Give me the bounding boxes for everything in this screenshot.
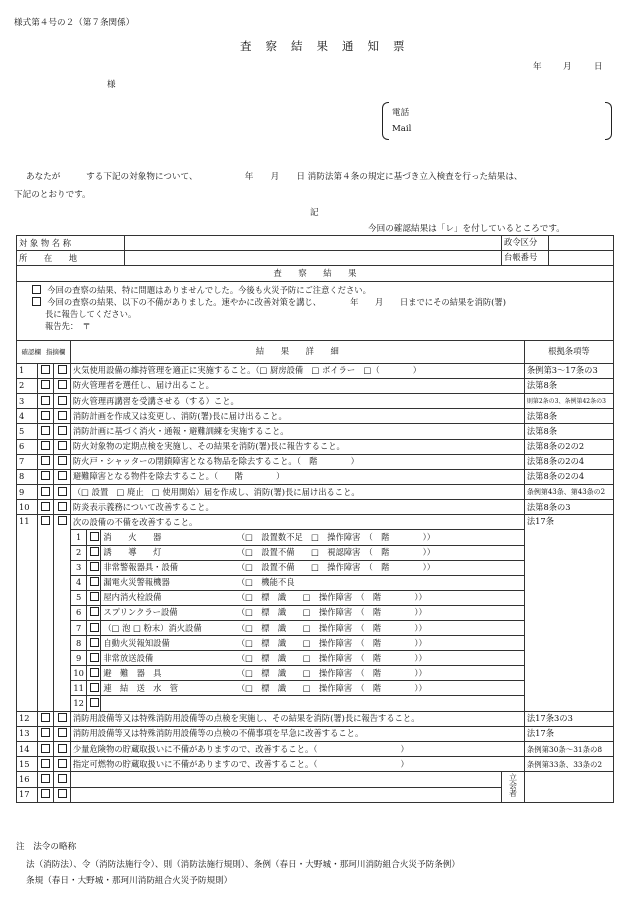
point-checkbox[interactable] bbox=[58, 502, 67, 511]
equipment-detail: （□ 設置不備 □ 視認障害 （ 階 ）） bbox=[235, 545, 524, 560]
equipment-name: 漏電火災警報機器 bbox=[101, 575, 235, 590]
equipment-no: 8 bbox=[71, 636, 87, 651]
confirm-checkbox[interactable] bbox=[41, 774, 50, 783]
item-text: 防火戸・シャッターの閉鎖障害となる物品を除去すること。（ 階 ） bbox=[70, 454, 524, 469]
result-summary bbox=[17, 281, 614, 340]
form-number: 様式第４号の２（第７条関係） bbox=[14, 18, 135, 28]
equipment-no: 2 bbox=[71, 545, 87, 560]
item-basis: 法第8条の2の2 bbox=[524, 439, 613, 454]
equipment-name: 連 結 送 水 管 bbox=[101, 681, 235, 696]
item-no: 14 bbox=[17, 741, 38, 756]
equipment-checkbox[interactable] bbox=[90, 698, 99, 707]
equipment-detail: （□ 設置不備 □ 操作障害 （ 階 ）） bbox=[235, 560, 524, 575]
location-field[interactable] bbox=[124, 251, 501, 266]
confirm-checkbox[interactable] bbox=[41, 744, 50, 753]
equipment-name: スプリンクラー設備 bbox=[101, 605, 235, 620]
item-no: 15 bbox=[17, 757, 38, 772]
equipment-name: （□ 泡 □ 粉末）消火設備 bbox=[101, 621, 235, 636]
witness-label: 立会者 bbox=[508, 773, 518, 797]
equipment-row bbox=[71, 666, 524, 681]
point-checkbox[interactable] bbox=[58, 487, 67, 496]
confirm-checkbox[interactable] bbox=[41, 365, 50, 374]
item-basis: 法第8条 bbox=[524, 424, 613, 439]
point-checkbox[interactable] bbox=[58, 380, 67, 389]
equipment-detail: （□ 標 識 □ 操作障害 （ 階 ）） bbox=[235, 636, 524, 651]
equipment-row bbox=[71, 696, 524, 711]
location-label: 所 在 地 bbox=[17, 251, 125, 266]
confirm-checkbox[interactable] bbox=[41, 380, 50, 389]
equipment-checkbox[interactable] bbox=[90, 653, 99, 662]
item-text: 少量危険物の貯蔵取扱いに不備がありますので、改善すること。（ ） bbox=[70, 741, 524, 756]
item-basis: 法第8条の2の4 bbox=[524, 454, 613, 469]
notes-line1: 法（消防法）、令（消防法施行令）、則（消防法施行規則）、条例（春日・大野城・那珂川消防組合火災予防条例） bbox=[26, 860, 460, 870]
equipment-checkbox[interactable] bbox=[90, 547, 99, 556]
object-name-label: 対 象 物 名 称 bbox=[17, 236, 125, 251]
point-checkbox[interactable] bbox=[58, 759, 67, 768]
equipment-no: 11 bbox=[71, 681, 87, 696]
point-checkbox[interactable] bbox=[58, 396, 67, 405]
equipment-detail: （□ 機能不良 bbox=[235, 575, 524, 590]
equipment-checkbox[interactable] bbox=[90, 607, 99, 616]
equipment-checkbox-cell bbox=[87, 545, 101, 560]
equipment-detail: （□ 標 識 □ 操作障害 （ 階 ）） bbox=[235, 651, 524, 666]
equipment-name: 避 難 器 具 bbox=[101, 666, 235, 681]
equipment-row bbox=[71, 681, 524, 696]
equipment-checkbox-cell bbox=[87, 651, 101, 666]
equipment-no: 4 bbox=[71, 575, 87, 590]
equipment-checkbox-cell bbox=[87, 696, 101, 711]
item-basis: 法第8条の3 bbox=[524, 500, 613, 515]
item-no: 9 bbox=[17, 485, 38, 500]
table-row bbox=[17, 454, 614, 469]
confirm-checkbox[interactable] bbox=[41, 728, 50, 737]
item-no: 10 bbox=[17, 500, 38, 515]
contact-bracket bbox=[382, 102, 612, 138]
equipment-checkbox-cell bbox=[87, 681, 101, 696]
item-text: 防火対象物の定期点検を実施し、その結果を消防(署)長に報告すること。 bbox=[70, 439, 524, 454]
item-text bbox=[70, 772, 501, 787]
equipment-row bbox=[71, 590, 524, 605]
date-day: 日 bbox=[594, 62, 603, 72]
item-basis: 法第8条 bbox=[524, 378, 613, 393]
point-checkbox[interactable] bbox=[58, 456, 67, 465]
result-line2: 今回の査察の結果、以下の不備がありました。速やかに改善対策を講じ、 年 月 日までにその結果を消防(署) bbox=[47, 296, 506, 307]
point-checkbox[interactable] bbox=[58, 426, 67, 435]
item-basis: 法17条 bbox=[524, 515, 613, 711]
item-text: 防火管理者を選任し、届け出ること。 bbox=[70, 378, 524, 393]
equipment-no: 12 bbox=[71, 696, 87, 711]
phone-label: 電話 bbox=[392, 108, 410, 118]
equipment-no: 7 bbox=[71, 621, 87, 636]
point-checkbox[interactable] bbox=[58, 516, 67, 525]
confirm-checkbox[interactable] bbox=[41, 456, 50, 465]
object-name-row bbox=[17, 236, 614, 251]
item-text: 次の設備の不備を改善すること。 bbox=[72, 517, 198, 528]
table-row bbox=[17, 726, 614, 741]
basis-column-header: 根拠条項等 bbox=[524, 340, 613, 363]
equipment-row bbox=[71, 605, 524, 620]
confirm-checkbox[interactable] bbox=[41, 713, 50, 722]
table-row bbox=[17, 500, 614, 515]
confirm-checkbox[interactable] bbox=[41, 516, 50, 525]
point-checkbox[interactable] bbox=[58, 365, 67, 374]
point-checkbox[interactable] bbox=[58, 744, 67, 753]
equipment-name: 誘 導 灯 bbox=[101, 545, 235, 560]
item-text: 消防計画に基づく消火・通報・避難訓練を実施すること。 bbox=[70, 424, 524, 439]
equipment-checkbox[interactable] bbox=[90, 592, 99, 601]
equipment-row bbox=[71, 621, 524, 636]
confirm-checkbox[interactable] bbox=[41, 502, 50, 511]
equipment-checkbox[interactable] bbox=[90, 638, 99, 647]
equipment-row bbox=[71, 530, 524, 545]
equipment-detail: （□ 標 識 □ 操作障害 （ 階 ）） bbox=[235, 666, 524, 681]
report-to: 報告先： 〒 bbox=[45, 320, 91, 331]
item-no: 3 bbox=[17, 393, 38, 408]
confirm-checkbox[interactable] bbox=[41, 396, 50, 405]
item-no: 8 bbox=[17, 469, 38, 484]
equipment-checkbox[interactable] bbox=[90, 532, 99, 541]
confirm-checkbox[interactable] bbox=[41, 759, 50, 768]
table-row bbox=[17, 515, 614, 711]
equipment-name: 非常警報器具・設備 bbox=[101, 560, 235, 575]
equipment-no: 9 bbox=[71, 651, 87, 666]
item-basis: 条例第3～17条の3 bbox=[524, 363, 613, 378]
ledger-field[interactable] bbox=[549, 251, 613, 265]
equipment-subtable bbox=[71, 529, 524, 710]
item-no: 6 bbox=[17, 439, 38, 454]
point-checkbox[interactable] bbox=[58, 728, 67, 737]
item-basis: 条例第33条、33条の2 bbox=[524, 757, 613, 772]
equipment-no: 5 bbox=[71, 590, 87, 605]
item-no: 12 bbox=[17, 711, 38, 726]
item-no: 17 bbox=[17, 787, 38, 802]
table-row bbox=[17, 393, 614, 408]
equipment-name: 自動火災報知設備 bbox=[101, 636, 235, 651]
intro-line1: あなたが する下記の対象物について、 年 月 日 消防法第４条の規定に基づき立入検査を行った結果は、 bbox=[26, 172, 523, 182]
equipment-detail: （□ 設置数不足 □ 操作障害 （ 階 ）） bbox=[235, 530, 524, 545]
confirm-checkbox[interactable] bbox=[41, 411, 50, 420]
date-year: 年 bbox=[533, 62, 542, 72]
equipment-checkbox-cell bbox=[87, 666, 101, 681]
confirm-checkbox[interactable] bbox=[41, 789, 50, 798]
object-name-field[interactable] bbox=[124, 236, 501, 251]
item-text: 指定可燃物の貯蔵取扱いに不備がありますので、改善すること。（ ） bbox=[70, 757, 524, 772]
item-basis: 法17条3の3 bbox=[524, 711, 613, 726]
point-checkbox[interactable] bbox=[58, 789, 67, 798]
equipment-checkbox[interactable] bbox=[90, 577, 99, 586]
item-no: 16 bbox=[17, 772, 38, 787]
equipment-row bbox=[71, 545, 524, 560]
table-row bbox=[17, 378, 614, 393]
confirm-checkbox[interactable] bbox=[41, 426, 50, 435]
equipment-no: 1 bbox=[71, 530, 87, 545]
equipment-detail: （□ 標 識 □ 操作障害 （ 階 ）） bbox=[235, 605, 524, 620]
notes-title: 注 法令の略称 bbox=[16, 842, 77, 852]
equipment-name: 消 火 器 bbox=[101, 530, 235, 545]
intro-line2: 下記のとおりです。 bbox=[14, 190, 91, 200]
equipment-row bbox=[71, 575, 524, 590]
check-note: 今回の確認結果は「レ」を付しているところです。 bbox=[368, 224, 565, 234]
table-row bbox=[17, 757, 614, 772]
point-checkbox[interactable] bbox=[58, 441, 67, 450]
has-issue-checkbox[interactable] bbox=[32, 297, 41, 306]
ordinance-label: 政令区分 bbox=[502, 236, 549, 250]
item-basis: 法17条 bbox=[524, 726, 613, 741]
item-text: 避難障害となる物件を除去すること。（ 階 ） bbox=[70, 469, 524, 484]
confirm-checkbox[interactable] bbox=[41, 441, 50, 450]
notes-line2: 条規（春日・大野城・那珂川消防組合火災予防規則） bbox=[26, 876, 233, 886]
equipment-name: 非常放送設備 bbox=[101, 651, 235, 666]
table-row bbox=[17, 741, 614, 756]
table-row bbox=[17, 772, 614, 787]
confirm-column-header: 確認欄 bbox=[21, 347, 41, 356]
equipment-detail: （□ 標 識 □ 操作障害 （ 階 ）） bbox=[235, 681, 524, 696]
item-basis: 法第8条の2の4 bbox=[524, 469, 613, 484]
equipment-row bbox=[71, 636, 524, 651]
item-text: 防炎表示義務について改善すること。 bbox=[70, 500, 524, 515]
equipment-row bbox=[71, 560, 524, 575]
equipment-name bbox=[101, 696, 235, 711]
item-no: 11 bbox=[17, 515, 38, 711]
equipment-row bbox=[71, 651, 524, 666]
ledger-label: 台帳番号 bbox=[502, 251, 549, 265]
addressee-suffix: 様 bbox=[107, 80, 116, 90]
item-no: 4 bbox=[17, 409, 38, 424]
item-basis: 法第8条 bbox=[524, 409, 613, 424]
equipment-detail: （□ 標 識 □ 操作障害 （ 階 ）） bbox=[235, 590, 524, 605]
location-row bbox=[17, 251, 614, 266]
item-text: 火気使用設備の維持管理を適正に実施すること。（□ 厨房設備 □ ボイラー □（ ） bbox=[70, 363, 524, 378]
item-text: 防火管理再講習を受講させる（する）こと。 bbox=[70, 393, 524, 408]
equipment-checkbox-cell bbox=[87, 590, 101, 605]
item-basis: 則第2条の3、条例第42条の3 bbox=[524, 393, 613, 408]
mail-label: Mail bbox=[392, 124, 412, 134]
result-section-title: 査 察 結 果 bbox=[17, 266, 614, 281]
equipment-checkbox-cell bbox=[87, 560, 101, 575]
equipment-checkbox[interactable] bbox=[90, 668, 99, 677]
ordinance-field[interactable] bbox=[549, 236, 613, 250]
equipment-checkbox-cell bbox=[87, 530, 101, 545]
page-title: 査 察 結 果 通 知 票 bbox=[240, 39, 410, 53]
table-row bbox=[17, 711, 614, 726]
item-no: 7 bbox=[17, 454, 38, 469]
item-basis: 条例第43条、第43条の2 bbox=[524, 485, 613, 500]
table-row bbox=[17, 424, 614, 439]
item-text bbox=[70, 787, 501, 802]
point-column-header: 指摘欄 bbox=[45, 347, 66, 356]
confirm-checkbox[interactable] bbox=[41, 487, 50, 496]
point-checkbox[interactable] bbox=[58, 713, 67, 722]
result-table bbox=[16, 235, 614, 803]
equipment-checkbox-cell bbox=[87, 575, 101, 590]
equipment-checkbox-cell bbox=[87, 605, 101, 620]
point-checkbox[interactable] bbox=[58, 774, 67, 783]
ki-mark: 記 bbox=[310, 208, 319, 218]
item-text: 消防用設備等又は特殊消防用設備等の点検を実施し、その結果を消防(署)長に報告すること。 bbox=[70, 711, 524, 726]
equipment-checkbox-cell bbox=[87, 636, 101, 651]
witness-field[interactable] bbox=[524, 772, 613, 802]
equipment-checkbox[interactable] bbox=[90, 623, 99, 632]
detail-column-header: 結 果 詳 細 bbox=[70, 340, 524, 363]
item-no: 5 bbox=[17, 424, 38, 439]
table-row bbox=[17, 485, 614, 500]
item-text: 消防計画を作成又は変更し、消防(署)長に届け出ること。 bbox=[70, 409, 524, 424]
item-no: 13 bbox=[17, 726, 38, 741]
equipment-name: 屋内消火栓設備 bbox=[101, 590, 235, 605]
table-row bbox=[17, 363, 614, 378]
item-text: 消防用設備等又は特殊消防用設備等の点検の不備事項を早急に改善すること。 bbox=[70, 726, 524, 741]
item-basis: 条例第30条～31条の8 bbox=[524, 741, 613, 756]
no-issue-checkbox[interactable] bbox=[32, 285, 41, 294]
confirm-checkbox[interactable] bbox=[41, 471, 50, 480]
result-line3: 長に報告してください。 bbox=[45, 308, 137, 319]
equipment-checkbox[interactable] bbox=[90, 562, 99, 571]
equipment-no: 3 bbox=[71, 560, 87, 575]
table-row bbox=[17, 469, 614, 484]
item-no: 1 bbox=[17, 363, 38, 378]
date-month: 月 bbox=[563, 62, 572, 72]
equipment-no: 6 bbox=[71, 605, 87, 620]
equipment-detail: （□ 標 識 □ 操作障害 （ 階 ）） bbox=[235, 621, 524, 636]
equipment-checkbox-cell bbox=[87, 621, 101, 636]
point-checkbox[interactable] bbox=[58, 411, 67, 420]
table-row bbox=[17, 409, 614, 424]
equipment-no: 10 bbox=[71, 666, 87, 681]
item-no: 2 bbox=[17, 378, 38, 393]
equipment-checkbox[interactable] bbox=[90, 683, 99, 692]
equipment-detail bbox=[235, 696, 524, 711]
point-checkbox[interactable] bbox=[58, 471, 67, 480]
table-row bbox=[17, 439, 614, 454]
item-text: （□ 設置 □ 廃止 □ 使用開始）届を作成し、消防(署)長に届け出ること。 bbox=[70, 485, 524, 500]
result-line1: 今回の査察の結果、特に問題はありませんでした。今後も火災予防にご注意ください。 bbox=[47, 284, 371, 295]
